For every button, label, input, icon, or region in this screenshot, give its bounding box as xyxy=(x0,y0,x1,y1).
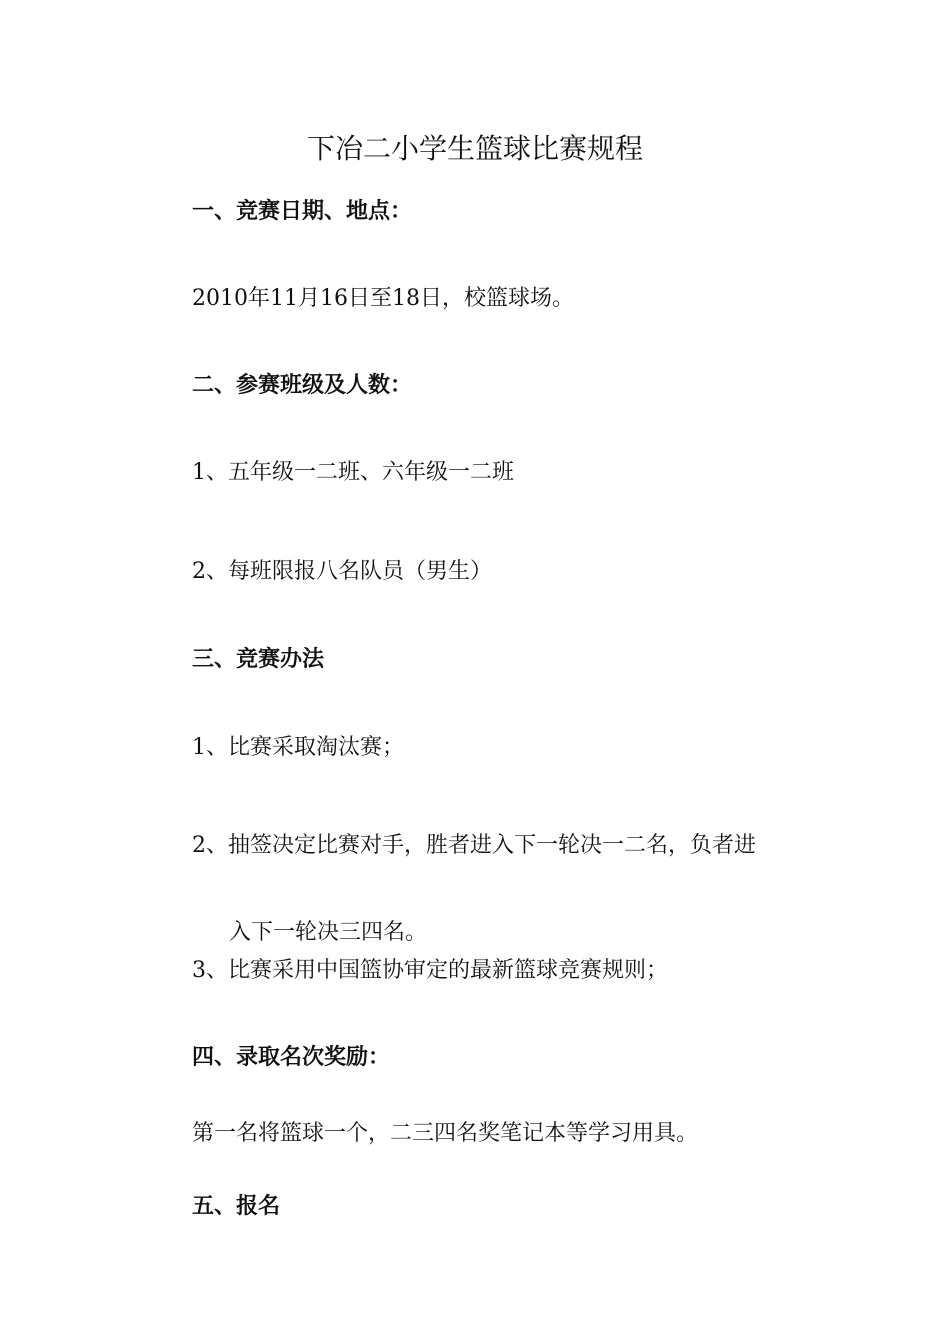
section-heading-participants: 二、参赛班级及人数： xyxy=(192,373,413,398)
section-heading-awards: 四、录取名次奖励： xyxy=(192,1045,391,1070)
section-heading-competition-method: 三、竞赛办法 xyxy=(192,647,325,672)
section-heading-registration: 五、报名 xyxy=(192,1194,281,1219)
method-item-3: 3、比赛采用中国篮协审定的最新篮球竞赛规则； xyxy=(192,958,668,983)
participants-item-2: 2、每班限报八名队员（男生） xyxy=(192,559,492,584)
section-heading-date-location: 一、竞赛日期、地点： xyxy=(192,199,413,224)
method-item-2-line-2: 入下一轮决三四名。 xyxy=(229,920,428,945)
method-item-2-line-1: 2、抽签决定比赛对手，胜者进入下一轮决一二名，负者进 xyxy=(192,833,756,858)
document-title: 下冶二小学生篮球比赛规程 xyxy=(306,132,643,165)
date-location-text: 2010年11月16日至18日，校篮球场。 xyxy=(192,286,574,311)
method-item-1: 1、比赛采取淘汰赛； xyxy=(192,735,404,760)
awards-text: 第一名将篮球一个，二三四名奖笔记本等学习用具。 xyxy=(192,1121,699,1146)
participants-item-1: 1、五年级一二班、六年级一二班 xyxy=(192,460,514,485)
